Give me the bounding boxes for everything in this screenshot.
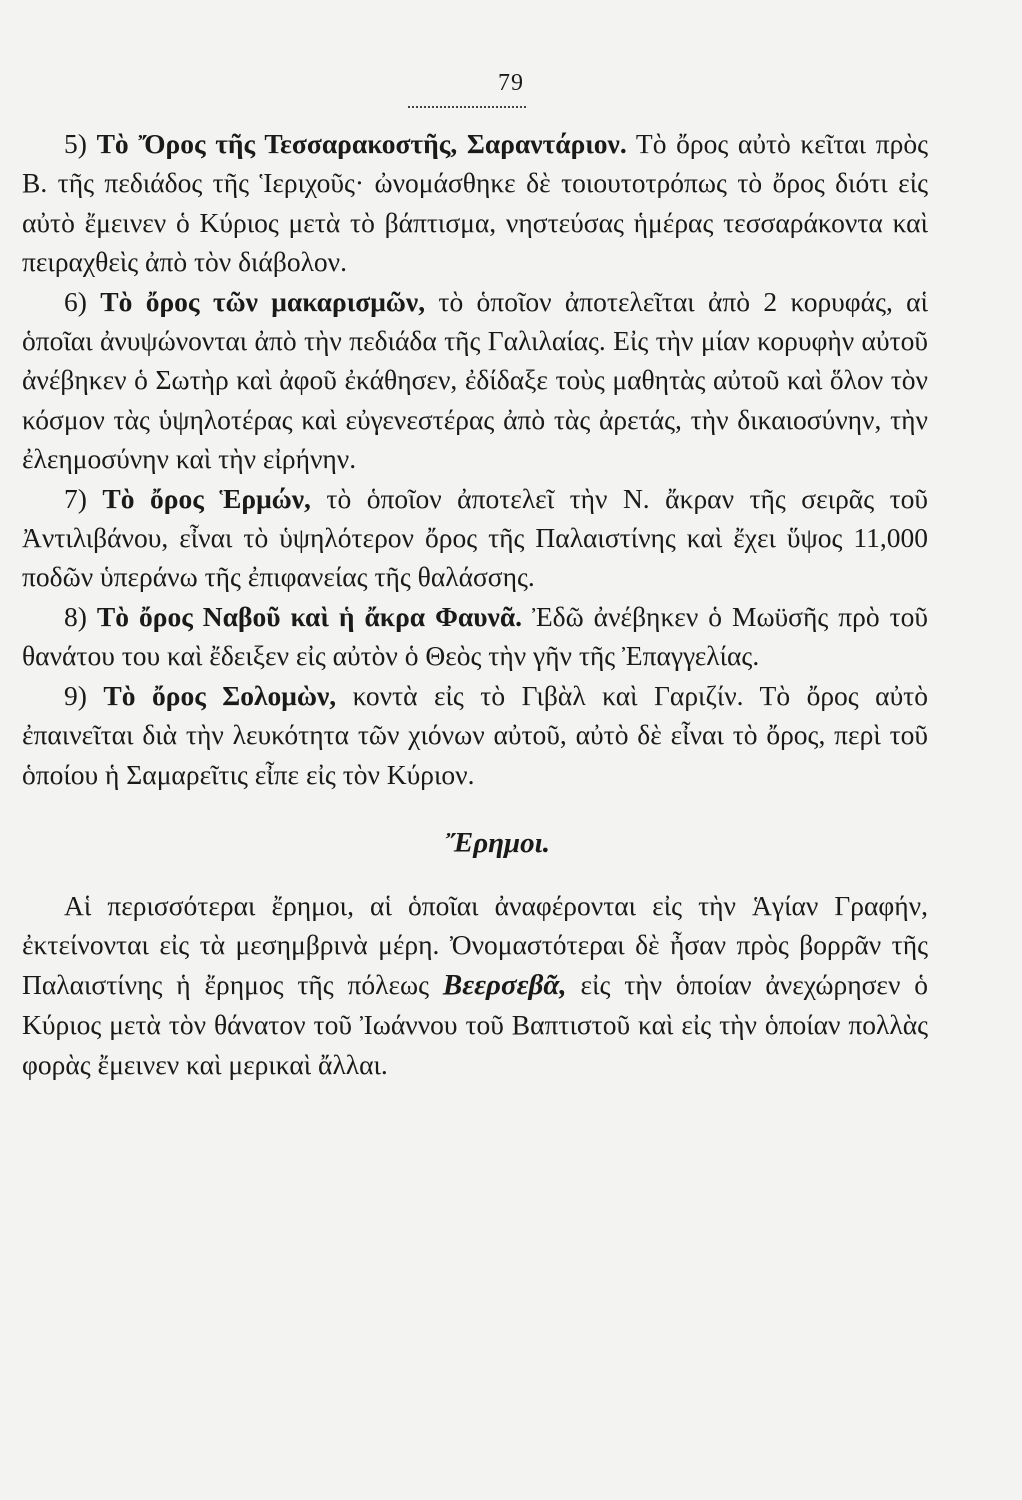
entry-paragraph-6 — [22, 282, 928, 479]
entry-text: τὸ ὁποῖον ἀποτελεῖται ἀπὸ 2 κορυφάς, αἱ ὁποῖαι ἀνυψώνονται ἀπὸ τὴν πεδιάδα τῆς Γαλιλαίας. Εἰς τὴν μίαν κορυφὴν αὐτοῦ ἀνέβηκεν ὁ Σωτὴρ καὶ ἀφοῦ ἐκάθησεν, ἐδίδαξε τοὺς μαθητὰς αὐτοῦ καὶ ὅλον τὸν κόσμον τὰς ὑψηλοτέρας καὶ εὐγενεστέρας ἀπὸ τὰς ἀρετάς, τὴν δικαιοσύνην, τὴν ἐλεημοσύνην καὶ τὴν εἰρήνην. — [22, 285, 928, 475]
page-number: 79 — [498, 70, 524, 96]
header-dotted-rule — [408, 106, 526, 108]
entry-paragraph-5 — [22, 124, 928, 282]
entry-paragraph-8 — [22, 597, 928, 676]
entry-number: 5) — [64, 128, 87, 159]
entry-paragraph-7 — [22, 479, 928, 597]
entry-number: 8) — [64, 600, 87, 632]
entry-number: 9) — [64, 679, 87, 711]
entry-title: Τὸ ὄρος τῶν μακαρισμῶν, — [100, 285, 426, 317]
entry-text: τὸ ὁποῖον ἀποτελεῖ τὴν Ν. ἄκραν τῆς σειρᾶς τοῦ Ἀντιλιβάνου, εἶναι τὸ ὑψηλότερον ὄρος τῆς Παλαιστίνης καὶ ἔχει ὕψος 11,000 ποδῶν ὑπεράνω τῆς ἐπιφανείας τῆς θαλάσσης. — [22, 482, 929, 593]
section-text-after: εἰς τὴν ὁποίαν ἀνεχώρησεν ὁ Κύριος μετὰ τὸν θάνατον τοῦ Ἰωάννου τοῦ Βαπτιστοῦ καὶ εἰς τὴν ὁποίαν πολλὰς φορὰς ἔμεινεν καὶ μερικαὶ ἄλλαι. — [22, 968, 929, 1080]
entry-number: 7) — [64, 482, 87, 514]
entry-number: 6) — [64, 285, 87, 317]
section-paragraph — [22, 886, 928, 1084]
place-name-beersheba: Βεερσεβᾶ, — [442, 968, 567, 1001]
entry-paragraph-9 — [22, 676, 928, 794]
entry-title: Τὸ Ὄρος τῆς Τεσσαρακοστῆς, Σαραντάριον. — [96, 128, 627, 159]
entry-title: Τὸ ὄρος Ναβοῦ καὶ ἡ ἄκρα Φαυνᾶ. — [96, 600, 523, 632]
entry-text: Ἐδῶ ἀνέβηκεν ὁ Μωϋσῆς πρὸ τοῦ θανάτου του καὶ ἔδειξεν εἰς αὐτὸν ὁ Θεὸς τὴν γῆν τῆς Ἐπαγγελίας. — [22, 600, 929, 672]
section-heading: Ἔρημοι. — [445, 826, 550, 859]
entry-title: Τὸ ὄρος Σολομὼν, — [103, 679, 337, 711]
page-body — [22, 124, 928, 1084]
entry-text: Τὸ ὄρος αὐτὸ κεῖται πρὸς Β. τῆς πεδιάδος τῆς Ἱεριχοῦς· ὠνομάσθηκε δὲ τοιουτοτρόπως τὸ ὄρος διότι εἰς αὐτὸ ἔμεινεν ὁ Κύριος μετὰ τὸ βάπτισμα, νηστεύσας ἡμέρας τεσσαράκοντα καὶ πειραχθεὶς ἀπὸ τὸν διάβολον. — [22, 128, 928, 278]
entry-title: Τὸ ὄρος Ἑρμών, — [102, 482, 311, 514]
entry-text: κοντὰ εἰς τὸ Γιβὰλ καὶ Γαριζίν. Τὸ ὄρος αὐτὸ ἐπαινεῖται διὰ τὴν λευκότητα τῶν χιόνων αὐτοῦ, αὐτὸ δὲ εἶναι τὸ ὄρος, περὶ τοῦ ὁποίου ἡ Σαμαρεῖτις εἶπε εἰς τὸν Κύριον. — [22, 679, 928, 790]
section-text-before: Αἱ περισσότεραι ἔρημοι, αἱ ὁποῖαι ἀναφέρονται εἰς τὴν Ἁγίαν Γραφήν, ἐκτείνονται εἰς τὰ μεσημβρινὰ μέρη. Ὀνομαστότεραι δὲ ἦσαν πρὸς βορρᾶν τῆς Παλαιστίνης ἡ ἔρημος τῆς πόλεως — [22, 889, 928, 1000]
